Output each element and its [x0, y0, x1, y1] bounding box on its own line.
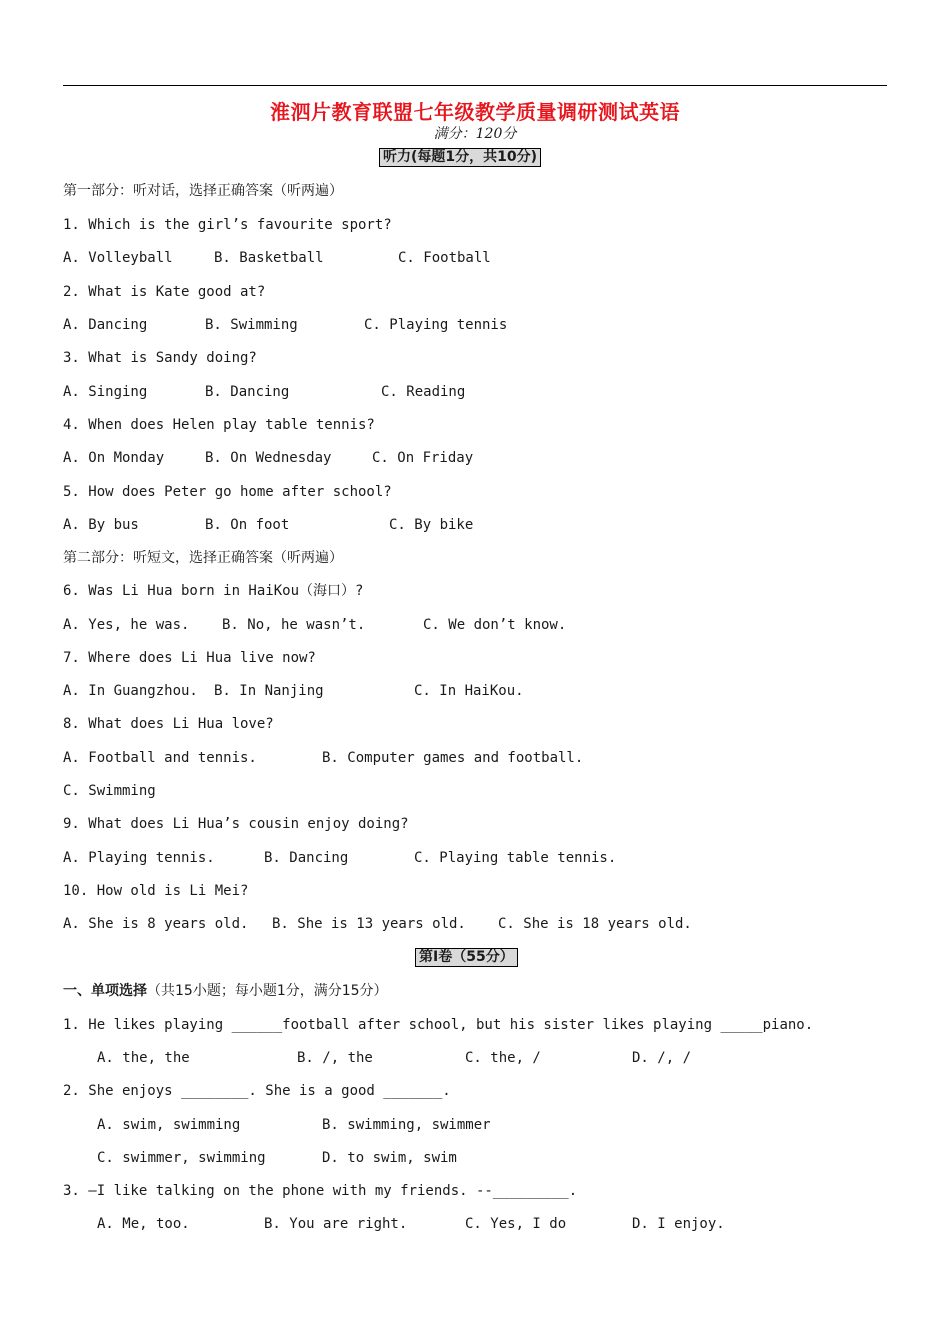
option: B. Dancing	[264, 850, 349, 866]
listening-question-7: 7. Where does Li Hua live now?	[63, 650, 316, 666]
choice-question-2: 2. She enjoys ________. She is a good _______.	[63, 1083, 451, 1099]
option: B. Swimming	[205, 317, 298, 333]
page-title: 淮泗片教育联盟七年级教学质量调研测试英语	[270, 100, 680, 124]
listening-question-3: 3. What is Sandy doing?	[63, 350, 257, 366]
option: B. Computer games and football.	[322, 750, 584, 766]
option: A. Me, too.	[97, 1216, 190, 1232]
listening-question-4: 4. When does Helen play table tennis?	[63, 417, 375, 433]
option: A. Singing	[63, 384, 148, 400]
option: A. Volleyball	[63, 250, 173, 266]
option: C. We don’t know.	[423, 617, 567, 633]
option: A. Dancing	[63, 317, 148, 333]
listening-question-1: 1. Which is the girl’s favourite sport?	[63, 217, 392, 233]
option: C. She is 18 years old.	[498, 916, 692, 932]
part1-heading: 第一部分：听对话，选择正确答案（听两遍）	[63, 183, 343, 199]
option: C. swimmer, swimming	[97, 1150, 266, 1166]
option: D. to swim, swim	[322, 1150, 457, 1166]
option: A. She is 8 years old.	[63, 916, 249, 932]
option: B. On foot	[205, 517, 290, 533]
option: C. By bike	[389, 517, 474, 533]
listening-section-box: 听力(每题1分，共10分)	[379, 148, 541, 167]
top-rule	[63, 85, 887, 86]
option: C. the, /	[465, 1050, 541, 1066]
choice-question-3: 3. –I like talking on the phone with my friends. --_________.	[63, 1183, 578, 1199]
option: A. Yes, he was.	[63, 617, 190, 633]
option: D. I enjoy.	[632, 1216, 725, 1232]
part2-heading: 第二部分：听短文，选择正确答案（听两遍）	[63, 550, 343, 566]
single-choice-heading-bold: 一、单项选择	[63, 983, 147, 999]
option: D. /, /	[632, 1050, 692, 1066]
single-choice-heading-rest: （共15小题；每小题1分，满分15分）	[147, 983, 388, 999]
option: C. Swimming	[63, 783, 156, 799]
option: C. Playing table tennis.	[414, 850, 617, 866]
listening-question-5: 5. How does Peter go home after school?	[63, 484, 392, 500]
option: B. /, the	[297, 1050, 373, 1066]
single-choice-heading	[63, 982, 388, 1000]
option: C. Football	[398, 250, 491, 266]
option: C. On Friday	[372, 450, 474, 466]
option: B. No, he wasn’t.	[222, 617, 366, 633]
option: C. Yes, I do	[465, 1216, 567, 1232]
option: B. Dancing	[205, 384, 290, 400]
option: A. Playing tennis.	[63, 850, 215, 866]
option: C. Reading	[381, 384, 466, 400]
option: A. swim, swimming	[97, 1117, 241, 1133]
option: B. swimming, swimmer	[322, 1117, 491, 1133]
option: B. Basketball	[214, 250, 324, 266]
option: B. On Wednesday	[205, 450, 332, 466]
option: A. By bus	[63, 517, 139, 533]
option: A. In Guangzhou.	[63, 683, 198, 699]
listening-question-10: 10. How old is Li Mei?	[63, 883, 249, 899]
section-one-box: 第Ⅰ卷（55分）	[415, 948, 518, 967]
option: A. On Monday	[63, 450, 165, 466]
option: B. You are right.	[264, 1216, 408, 1232]
option: C. Playing tennis	[364, 317, 508, 333]
full-score: 满分：120分	[433, 126, 517, 142]
listening-question-2: 2. What is Kate good at?	[63, 284, 266, 300]
listening-question-9: 9. What does Li Hua’s cousin enjoy doing?	[63, 816, 409, 832]
listening-question-6: 6. Was Li Hua born in HaiKou（海口）?	[63, 583, 364, 599]
option: C. In HaiKou.	[414, 683, 524, 699]
choice-question-1: 1. He likes playing ______football after school, but his sister likes playing _____piano.	[63, 1017, 814, 1033]
option: B. In Nanjing	[214, 683, 324, 699]
option: A. Football and tennis.	[63, 750, 257, 766]
listening-question-8: 8. What does Li Hua love?	[63, 716, 274, 732]
option: B. She is 13 years old.	[272, 916, 466, 932]
option: A. the, the	[97, 1050, 190, 1066]
